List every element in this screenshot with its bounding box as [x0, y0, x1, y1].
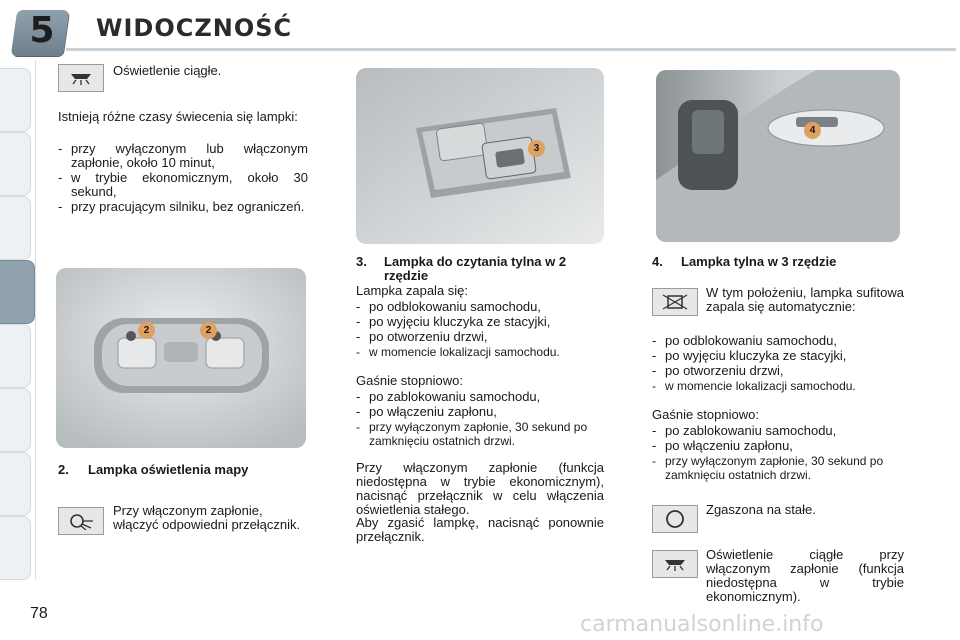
duration-intro: Istnieją różne czasy świecenia się lampki: — [58, 109, 298, 124]
chapter-tab-9[interactable] — [0, 516, 31, 580]
door-light-icon — [652, 288, 698, 316]
off-label: Zgaszona na stałe. — [706, 502, 816, 517]
chapter-tab-2[interactable] — [0, 132, 31, 196]
chapter-tab-7[interactable] — [0, 388, 31, 452]
chapter-tab-5-active[interactable] — [0, 260, 35, 324]
list-item: - po wyjęciu kluczyka ze stacyjki, — [652, 349, 904, 363]
chapter-tab-3[interactable] — [0, 196, 31, 260]
list-item: - w trybie ekonomicznym, około 30 sekund, — [58, 171, 308, 199]
lights-up-list — [356, 300, 606, 360]
marker-2-left: 2 — [138, 322, 155, 339]
list-item: - przy wyłączonym zapłonie, 30 sekund po zamknięciu ostatnich drzwi. — [356, 420, 608, 448]
map-lamp-icon — [58, 507, 104, 535]
chapter-title: WIDOCZNOŚĆ — [96, 14, 293, 42]
auto-lights-up-list — [652, 334, 904, 394]
list-item: - po wyjęciu kluczyka ze stacyjki, — [356, 315, 606, 329]
chapter-number: 5 — [29, 10, 55, 51]
section3-title: Lampka do czytania tylna w 2 rzędzie — [384, 254, 567, 283]
list-item: - w momencie lokalizacji samochodu. — [652, 379, 904, 393]
auto-fades-list — [652, 424, 906, 483]
section4-number: 4. — [652, 254, 663, 269]
third-row-lamp-photo — [656, 70, 900, 242]
list-item: - po włączeniu zapłonu, — [652, 439, 906, 453]
section2-text: Przy włączonym zapłonie, włączyć odpowiedni przełącznik. — [113, 503, 301, 532]
chapter-tab-8[interactable] — [0, 452, 31, 516]
chapter-tab-1[interactable] — [0, 68, 31, 132]
list-item: - przy wyłączonym lub włączonym zapłonie, około 10 minut, — [58, 142, 308, 170]
fades-list — [356, 390, 608, 449]
list-item: - po włączeniu zapłonu, — [356, 405, 608, 419]
section3-number: 3. — [356, 254, 367, 269]
list-item: - po zablokowaniu samochodu, — [652, 424, 906, 438]
chapter-tab-6[interactable] — [0, 324, 31, 388]
continuous-light-icon-2 — [652, 550, 698, 578]
list-item: - po zablokowaniu samochodu, — [356, 390, 608, 404]
chapter-tabs — [0, 60, 34, 580]
list-item: - po odblokowaniu samochodu, — [652, 334, 904, 348]
map-lamp-photo — [56, 268, 306, 448]
marker-3: 3 — [528, 140, 545, 157]
auto-fades-intro: Gaśnie stopniowo: — [652, 407, 759, 422]
marker-2-right: 2 — [200, 322, 217, 339]
tab-divider — [35, 60, 36, 580]
auto-mode-text: W tym położeniu, lampka sufitowa zapala się automatycznie: — [706, 285, 904, 314]
section2-title: Lampka oświetlenia mapy — [88, 462, 249, 477]
lights-up-intro: Lampka zapala się: — [356, 283, 469, 298]
marker-4: 4 — [804, 122, 821, 139]
permanent-light-para: Przy włączonym zapłonie (funkcja niedostępna w trybie ekonomicznym), nacisnąć przełącznik w celu włączenia oświetlenia stałego. — [356, 460, 604, 517]
on-label: Oświetlenie ciągłe przy włączonym zapłonie (funkcja niedostępna w trybie ekonomicznym). — [706, 547, 904, 604]
watermark: carmanualsonline.info — [580, 612, 824, 637]
fades-intro: Gaśnie stopniowo: — [356, 373, 463, 388]
light-off-icon — [652, 505, 698, 533]
rear-reading-lamp-photo — [356, 68, 604, 244]
continuous-light-icon — [58, 64, 104, 92]
continuous-label: Oświetlenie ciągłe. — [113, 63, 222, 78]
duration-list — [58, 142, 308, 215]
list-item: - przy wyłączonym zapłonie, 30 sekund po zamknięciu ostatnich drzwi. — [652, 454, 906, 482]
section4-title: Lampka tylna w 3 rzędzie — [681, 254, 837, 269]
list-item: - w momencie lokalizacji samochodu. — [356, 345, 606, 359]
header-rule — [66, 48, 956, 51]
list-item: - po odblokowaniu samochodu, — [356, 300, 606, 314]
page-number: 78 — [30, 605, 48, 622]
list-item: - po otworzeniu drzwi, — [652, 364, 904, 378]
list-item: - przy pracującym silniku, bez ograniczeń. — [58, 200, 308, 214]
list-item: - po otworzeniu drzwi, — [356, 330, 606, 344]
section2-number: 2. — [58, 462, 69, 477]
switch-off-para: Aby zgasić lampkę, nacisnąć ponownie przełącznik. — [356, 515, 604, 544]
